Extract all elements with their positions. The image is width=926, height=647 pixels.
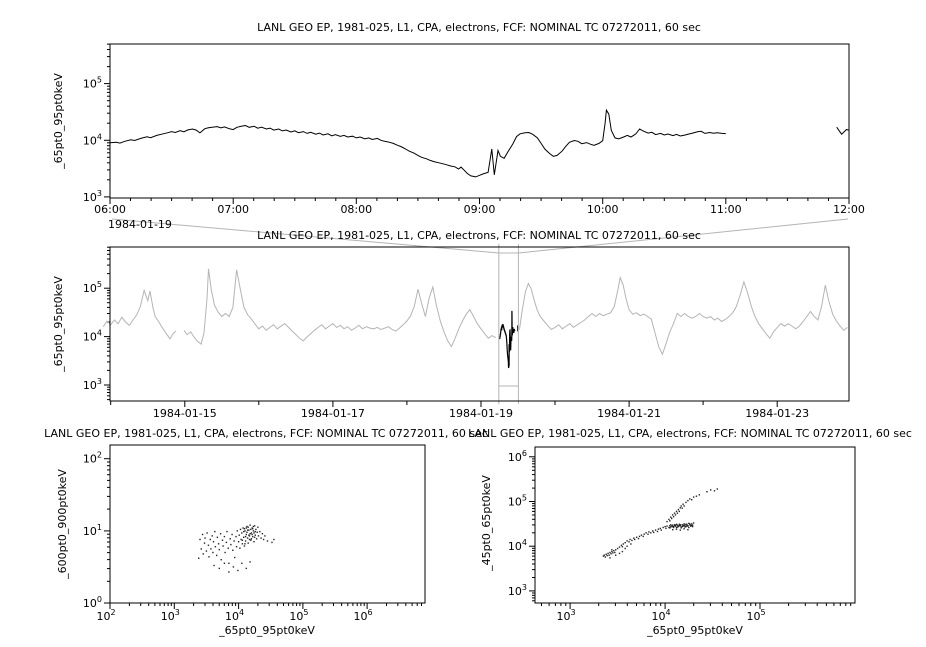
scatter-point [243,531,244,532]
y-axis-tick-label: $10^4$ [82,328,102,344]
context-line [103,290,176,338]
x-axis-date-label: 1984-01-15 [152,407,217,420]
scatter-right-title: LANL GEO EP, 1981-025, L1, CPA, electrons, FCF: NOMINAL TC 07272011, 60 sec [468,427,912,440]
scatter-point [683,528,684,529]
scatter-point [691,523,692,524]
scatter-point [638,538,639,539]
scatter-point [245,536,246,537]
scatter-point [239,535,240,536]
x-axis-time-label: 06:00 [94,203,126,216]
overview-plot-area[interactable] [110,247,849,401]
scatter-left-plot-area[interactable] [110,445,425,603]
scatter-point [255,535,256,536]
scatter-left-y-label: _600pt0_900pt0keV [56,469,69,579]
scatter-point [706,491,707,492]
scatter-point [622,551,623,552]
scatter-point [264,535,265,536]
scatter-point [673,516,674,517]
context-date-label: 1984-01-19 [108,218,172,231]
y-axis-tick-label: $10^5$ [507,493,527,509]
x-axis-date-label: 1984-01-21 [597,407,662,420]
scatter-point [671,518,672,519]
scatter-point [699,494,700,495]
context-overview-panel [83,219,849,420]
scatter-point [664,526,665,527]
scatter-point [224,563,225,564]
scatter-point [666,521,667,522]
scatter-point [253,526,254,527]
scatter-point [208,556,209,557]
scatter-left-title: LANL GEO EP, 1981-025, L1, CPA, electrons, FCF: NOMINAL TC 07272011, 60 sec [44,427,488,440]
scatter-point [260,537,261,538]
scatter-point [253,530,254,531]
scatter-point [688,527,689,528]
scatter-point [679,511,680,512]
scatter-point [645,532,646,533]
scatter-point [219,549,220,550]
scatter-point [612,552,613,553]
scatter-point [650,532,651,533]
scatter-point [681,505,682,506]
scatter-point [687,529,688,530]
scatter-point [214,531,215,532]
scatter-right-x-label: _65pt0_95pt0keV [647,624,743,637]
scatter-point [714,490,715,491]
scatter-point [683,505,684,506]
scatter-point [655,529,656,530]
scatter-point [247,537,248,538]
scatter-point [234,557,235,558]
scatter-point [233,566,234,567]
scatter-point [628,541,629,542]
scatter-point [717,488,718,489]
x-axis-tick-label: $10^5$ [746,608,766,623]
scatter-point [681,527,682,528]
scatter-point [626,546,627,547]
scatter-point [252,528,253,529]
scatter-point [609,557,610,558]
scatter-point [241,532,242,533]
scatter-point [210,548,211,549]
scatter-point [233,540,234,541]
y-axis-tick-label: $10^6$ [507,448,527,464]
scatter-point [226,542,227,543]
scatter-point [254,537,255,538]
y-axis-tick-label: $10^4$ [507,538,527,554]
scatter-point [693,522,694,523]
scatter-point [622,546,623,547]
scatter-point [213,541,214,542]
scatter-point [254,525,255,526]
scatter-point [210,539,211,540]
scatter-point [607,555,608,556]
scatter-point [257,532,258,533]
scatter-point [626,540,627,541]
scatter-point [221,559,222,560]
scatter-point [257,527,258,528]
scatter-point [201,548,202,549]
scatter-point [639,536,640,537]
scatter-point [678,525,679,526]
scatter-point [680,524,681,525]
scatter-point [199,539,200,540]
y-axis-tick-label: $10^3$ [507,582,527,598]
scatter-point [206,550,207,551]
scatter-point [683,523,684,524]
scatter-point [625,542,626,543]
scatter-point [623,543,624,544]
scatter-point [670,524,671,525]
scatter-point [263,539,264,540]
scatter-point [251,538,252,539]
y-axis-tick-label: $10^3$ [82,188,102,204]
scatter-point [224,536,225,537]
scatter-point [246,534,247,535]
scatter-point [619,553,620,554]
x-axis-date-label: 1984-01-23 [745,407,810,420]
scatter-point [675,514,676,515]
scatter-point [239,548,240,549]
scatter-point [689,523,690,524]
scatter-point [687,525,688,526]
scatter-point [680,507,681,508]
scatter-point [253,532,254,533]
x-axis-tick-label: $10^2$ [96,608,116,623]
scatter-point [230,544,231,545]
scatter-point [215,546,216,547]
flux-line [837,127,849,134]
scatter-point [682,508,683,509]
scatter-point [682,526,683,527]
scatter-point [250,540,251,541]
scatter-point [246,526,247,527]
scatter-point [240,529,241,530]
context-highlight-line [500,311,515,368]
scatter-point [630,543,631,544]
scatter-point [256,538,257,539]
x-axis-tick-label: $10^4$ [225,608,245,623]
scatter-point [617,548,618,549]
y-axis-tick-label: $10^5$ [82,75,102,91]
scatter-point [213,565,214,566]
scatter-point [240,539,241,540]
scatter-point [669,527,670,528]
scatter-point [633,538,634,539]
scatter-point [636,537,637,538]
y-axis-tick-label: $10^2$ [82,450,102,466]
scatter-point [614,552,615,553]
scatter-point [249,561,250,562]
scatter-point [271,542,272,543]
top-timeseries-panel [83,44,865,216]
scatter-point [217,537,218,538]
scatter-point [203,553,204,554]
scatter-point [252,536,253,537]
scatter-point [246,532,247,533]
scatter-point [230,538,231,539]
scatter-point [242,543,243,544]
generated-charts [83,44,865,623]
scatter-point [249,539,250,540]
scatter-point [660,528,661,529]
scatter-point [680,529,681,530]
x-axis-time-label: 12:00 [833,203,865,216]
scatter-point [653,532,654,533]
scatter-point [641,534,642,535]
scatter-point [222,540,223,541]
x-axis-tick-label: $10^4$ [651,608,671,623]
scatter-point [683,525,684,526]
scatter-panel-right [508,447,855,623]
overview-panel-y-label: _65pt0_95pt0keV [52,276,65,372]
scatter-point [247,529,248,530]
scatter-point [273,539,274,540]
scatter-point [242,527,243,528]
scatter-point [237,570,238,571]
scatter-point [231,534,232,535]
scatter-point [669,520,670,521]
scatter-point [228,571,229,572]
scatter-point [674,525,675,526]
scatter-point [687,500,688,501]
scatter-point [621,545,622,546]
scatter-point [255,531,256,532]
scatter-points [603,488,718,558]
scatter-point [672,529,673,530]
scatter-point [631,540,632,541]
scatter-point [222,545,223,546]
scatter-point [228,563,229,564]
scatter-point [610,553,611,554]
scatter-point [206,532,207,533]
scatter-point [685,502,686,503]
scatter-point [691,499,692,500]
scatter-point [235,536,236,537]
scatter-right-y-label: _45pt0_65pt0keV [480,475,493,571]
scatter-point [241,563,242,564]
scatter-point [204,537,205,538]
scatter-point [202,534,203,535]
scatter-point [253,541,254,542]
scatter-point [255,529,256,530]
scatter-point [607,553,608,554]
scatter-point [643,536,644,537]
scatter-point [232,550,233,551]
scatter-point [657,531,658,532]
scatter-point [245,540,246,541]
scatter-point [615,549,616,550]
x-axis-time-label: 10:00 [586,203,619,216]
scatter-point [212,552,213,553]
y-axis-tick-label: $10^1$ [82,522,102,538]
scatter-point [228,548,229,549]
y-axis-tick-label: $10^0$ [82,595,102,610]
context-line [184,269,496,347]
scatter-point [615,555,616,556]
scatter-point [613,550,614,551]
scatter-point [219,568,220,569]
scatter-point [684,526,685,527]
scatter-point [666,525,667,526]
scatter-point [608,555,609,556]
x-axis-time-label: 08:00 [340,203,373,216]
scatter-point [249,524,250,525]
scatter-right-plot-area[interactable] [535,447,855,603]
scatter-point [677,513,678,514]
scatter-point [674,513,675,514]
x-axis-tick-label: $10^5$ [289,608,309,623]
scatter-point [619,546,620,547]
scatter-point [634,539,635,540]
scatter-point [248,527,249,528]
scatter-point [678,509,679,510]
scatter-point [629,539,630,540]
scatter-point [198,558,199,559]
scatter-point [672,526,673,527]
top-panel-title: LANL GEO EP, 1981-025, L1, CPA, electrons, FCF: NOMINAL TC 07272011, 60 sec [257,21,701,34]
scatter-point [248,535,249,536]
scatter-point [609,552,610,553]
scatter-point [262,533,263,534]
x-axis-time-label: 09:00 [463,203,496,216]
scatter-point [204,542,205,543]
scatter-point [246,527,247,528]
scatter-point [605,556,606,557]
scatter-panel-left [83,445,425,623]
scatter-point [226,531,227,532]
scatter-point [220,533,221,534]
scatter-left-x-label: _65pt0_95pt0keV [219,624,315,637]
scatter-point [243,537,244,538]
scatter-point [604,555,605,556]
scatter-point [682,504,683,505]
scatter-point [658,529,659,530]
scatter-point [248,529,249,530]
scatter-point [208,545,209,546]
overview-panel-title: LANL GEO EP, 1981-025, L1, CPA, electrons, FCF: NOMINAL TC 07272011, 60 sec [257,229,701,242]
scatter-point [648,531,649,532]
scatter-point [676,511,677,512]
scatter-point [238,541,239,542]
scatter-point [676,524,677,525]
scatter-points [198,524,275,572]
context-line [520,278,848,355]
scatter-point [665,528,666,529]
scatter-point [250,529,251,530]
scatter-point [668,519,669,520]
x-axis-date-label: 1984-01-19 [449,407,513,420]
x-axis-time-label: 07:00 [217,203,250,216]
scatter-point [611,551,612,552]
scatter-point [696,496,697,497]
zoom-range-box[interactable] [499,244,519,404]
scatter-point [251,534,252,535]
scatter-point [251,532,252,533]
scatter-point [710,489,711,490]
scatter-point [218,543,219,544]
scatter-point [267,540,268,541]
scatter-point [661,529,662,530]
scatter-point [652,530,653,531]
scatter-point [244,545,245,546]
scatter-point [212,535,213,536]
scatter-point [663,527,664,528]
scatter-point [246,568,247,569]
top-panel-y-label: _65pt0_95pt0keV [52,73,65,169]
scatter-point [670,517,671,518]
scatter-point [611,549,612,550]
scatter-point [244,543,245,544]
scatter-point [691,525,692,526]
scatter-point [236,546,237,547]
scatter-point [606,554,607,555]
x-axis-tick-label: $10^3$ [556,608,576,623]
y-axis-tick-label: $10^3$ [82,377,102,392]
x-axis-time-label: 11:00 [709,203,742,216]
scatter-point [259,531,260,532]
scatter-point [244,530,245,531]
x-axis-tick-label: $10^6$ [353,608,373,623]
flux-line [110,110,726,177]
x-axis-tick-label: $10^3$ [160,608,180,623]
scatter-point [647,534,648,535]
y-axis-tick-label: $10^4$ [82,132,102,148]
scatter-point [249,533,250,534]
x-axis-date-label: 1984-01-17 [300,407,365,420]
scatter-point [685,524,686,525]
scatter-point [237,530,238,531]
scatter-point [644,534,645,535]
scatter-point [242,540,243,541]
scatter-point [672,514,673,515]
scatter-point [693,496,694,497]
scatter-point [676,529,677,530]
y-axis-tick-label: $10^5$ [82,280,102,296]
scatter-point [244,528,245,529]
scatter-point [216,555,217,556]
scatter-point [224,552,225,553]
scatter-point [258,535,259,536]
scatter-point [689,498,690,499]
scatter-point [248,542,249,543]
scatter-point [625,548,626,549]
